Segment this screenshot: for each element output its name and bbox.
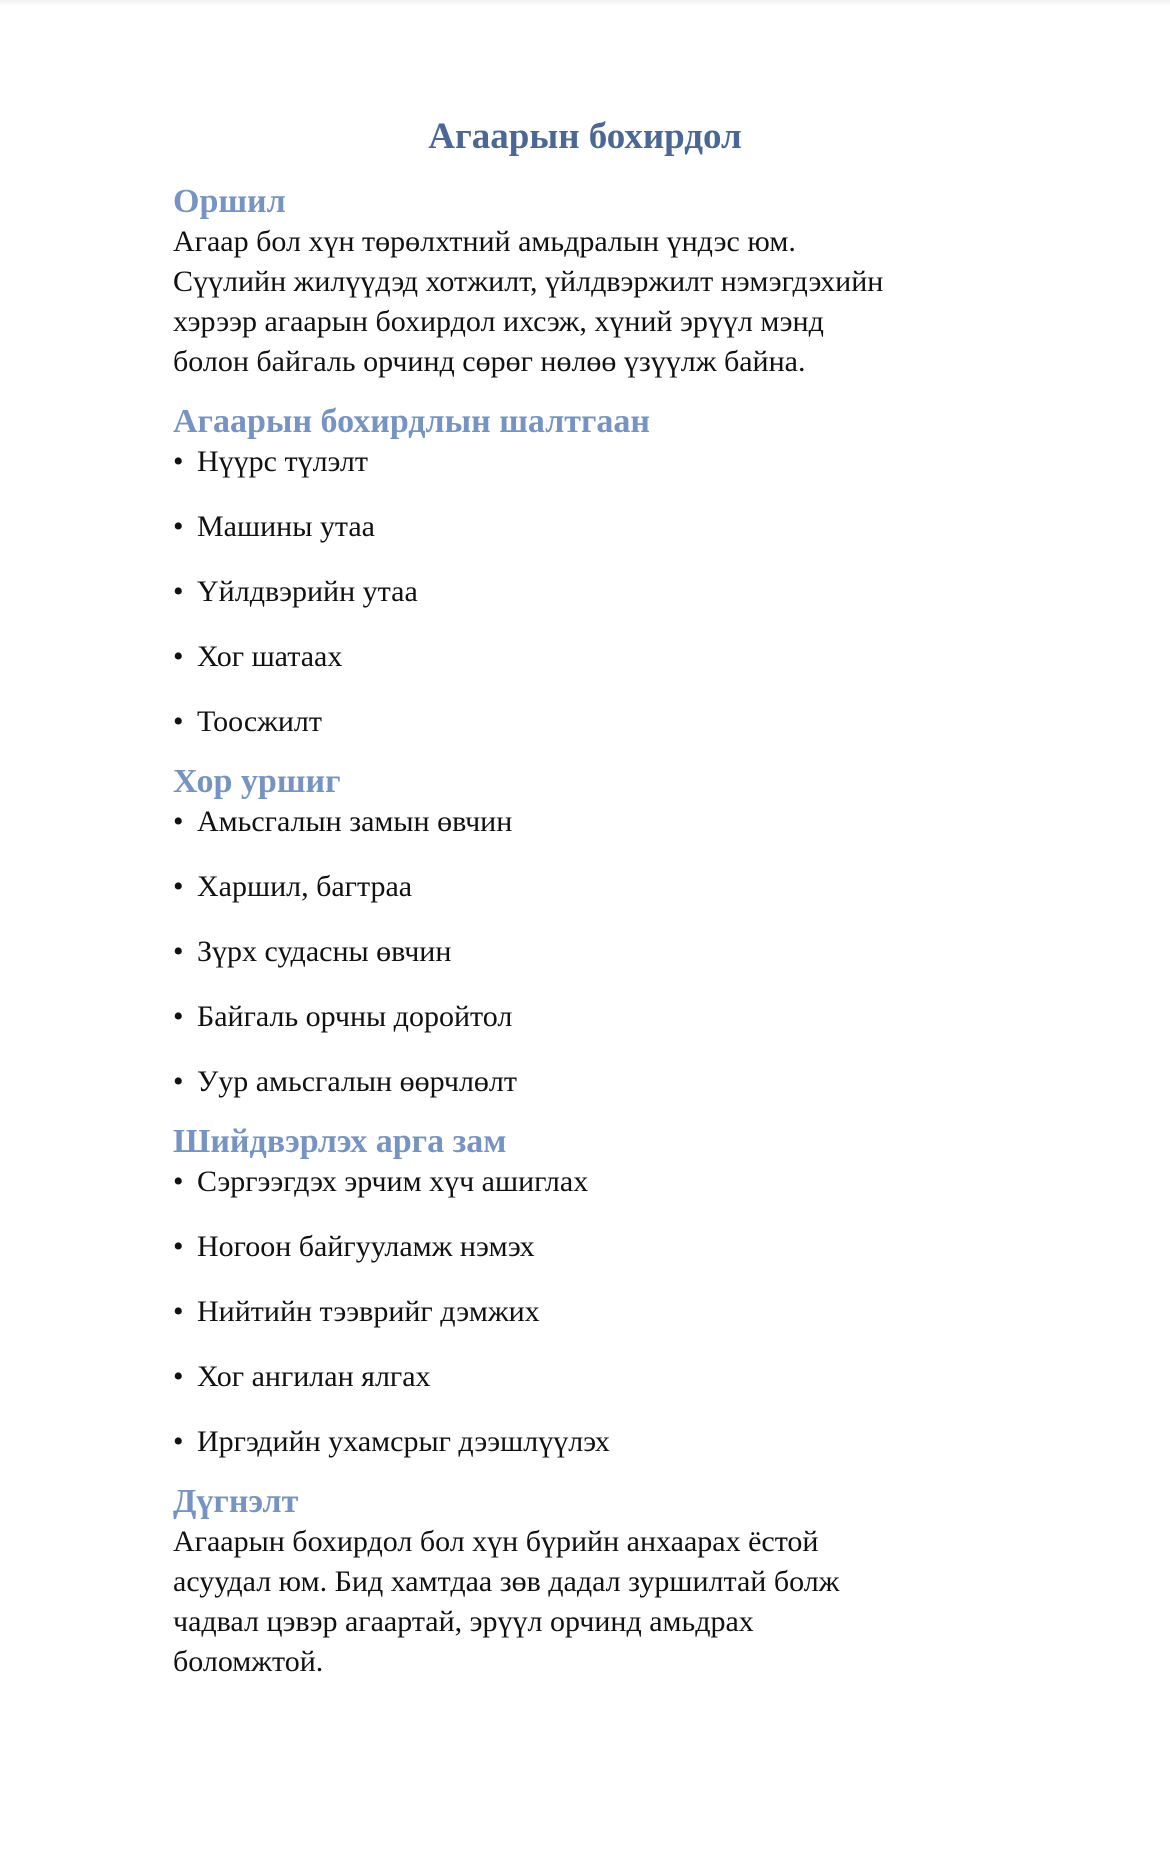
intro-line: Сүүлийн жилүүдэд хотжилт, үйлдвэржилт нэмэгдэхийн xyxy=(173,265,884,298)
list-item-text: Үйлдвэрийн утаа xyxy=(197,575,418,608)
conclusion-line: Агаарын бохирдол бол хүн бүрийн анхаарах ёстой xyxy=(173,1525,819,1558)
list-item xyxy=(173,1062,1003,1102)
list-item xyxy=(173,1162,1003,1202)
conclusion-paragraph xyxy=(173,1522,1003,1682)
list-item xyxy=(173,572,1003,612)
page-top-edge xyxy=(0,0,1170,6)
bullet-icon: • xyxy=(173,805,184,838)
list-item-text: Тоосжилт xyxy=(197,705,322,738)
section-heading-harm: Хор уршиг xyxy=(173,763,341,800)
list-item-text: Зүрх судасны өвчин xyxy=(197,935,452,968)
list-item-text: Байгаль орчны доройтол xyxy=(197,1000,513,1033)
bullet-icon: • xyxy=(173,935,184,968)
list-item xyxy=(173,1292,1003,1332)
list-item xyxy=(173,802,1003,842)
list-item xyxy=(173,637,1003,677)
bullet-icon: • xyxy=(173,510,184,543)
list-item-text: Амьсгалын замын өвчин xyxy=(197,805,513,838)
bullet-icon: • xyxy=(173,640,184,673)
intro-line: болон байгаль орчинд сөрөг нөлөө үзүүлж байна. xyxy=(173,345,806,378)
bullet-icon: • xyxy=(173,1425,184,1458)
bullet-icon: • xyxy=(173,1295,184,1328)
list-item xyxy=(173,932,1003,972)
bullet-icon: • xyxy=(173,1230,184,1263)
bullet-icon: • xyxy=(173,575,184,608)
document-title: Агаарын бохирдол xyxy=(428,116,742,157)
list-item-text: Уур амьсгалын өөрчлөлт xyxy=(197,1065,517,1098)
section-heading-causes: Агаарын бохирдлын шалтгаан xyxy=(173,403,651,440)
list-item-text: Ногоон байгууламж нэмэх xyxy=(197,1230,535,1263)
document-page xyxy=(173,112,1003,1682)
section-heading-conclusion: Дүгнэлт xyxy=(173,1483,299,1520)
list-item-text: Хог шатаах xyxy=(197,640,343,673)
list-item xyxy=(173,1357,1003,1397)
list-item-text: Сэргээгдэх эрчим хүч ашиглах xyxy=(197,1165,589,1198)
list-item xyxy=(173,997,1003,1037)
bullet-icon: • xyxy=(173,870,184,903)
bullet-icon: • xyxy=(173,1360,184,1393)
intro-line: хэрээр агаарын бохирдол ихсэж, хүний эрүүл мэнд xyxy=(173,305,824,338)
list-item xyxy=(173,507,1003,547)
list-item-text: Машины утаа xyxy=(197,510,375,543)
list-item xyxy=(173,867,1003,907)
bullet-icon: • xyxy=(173,705,184,738)
intro-line: Агаар бол хүн төрөлхтний амьдралын үндэс юм. xyxy=(173,225,796,258)
list-item-text: Нүүрс түлэлт xyxy=(197,445,368,478)
conclusion-line: чадвал цэвэр агаартай, эрүүл орчинд амьдрах xyxy=(173,1605,754,1638)
section-heading-solutions: Шийдвэрлэх арга зам xyxy=(173,1123,507,1160)
list-item-text: Нийтийн тээврийг дэмжих xyxy=(197,1295,540,1328)
list-item xyxy=(173,1227,1003,1267)
conclusion-line: боломжтой. xyxy=(173,1645,324,1678)
list-item xyxy=(173,1422,1003,1462)
list-item xyxy=(173,702,1003,742)
section-heading-intro: Оршил xyxy=(173,183,286,220)
bullet-icon: • xyxy=(173,1000,184,1033)
list-item-text: Хог ангилан ялгах xyxy=(197,1360,431,1393)
harm-list xyxy=(173,802,1003,1102)
list-item xyxy=(173,442,1003,482)
list-item-text: Харшил, багтраа xyxy=(197,870,413,903)
conclusion-line: асуудал юм. Бид хамтдаа зөв дадал зуршилтай болж xyxy=(173,1565,840,1598)
causes-list xyxy=(173,442,1003,742)
solutions-list xyxy=(173,1162,1003,1462)
bullet-icon: • xyxy=(173,445,184,478)
bullet-icon: • xyxy=(173,1165,184,1198)
bullet-icon: • xyxy=(173,1065,184,1098)
list-item-text: Иргэдийн ухамсрыг дээшлүүлэх xyxy=(197,1425,610,1458)
intro-paragraph xyxy=(173,222,1003,382)
